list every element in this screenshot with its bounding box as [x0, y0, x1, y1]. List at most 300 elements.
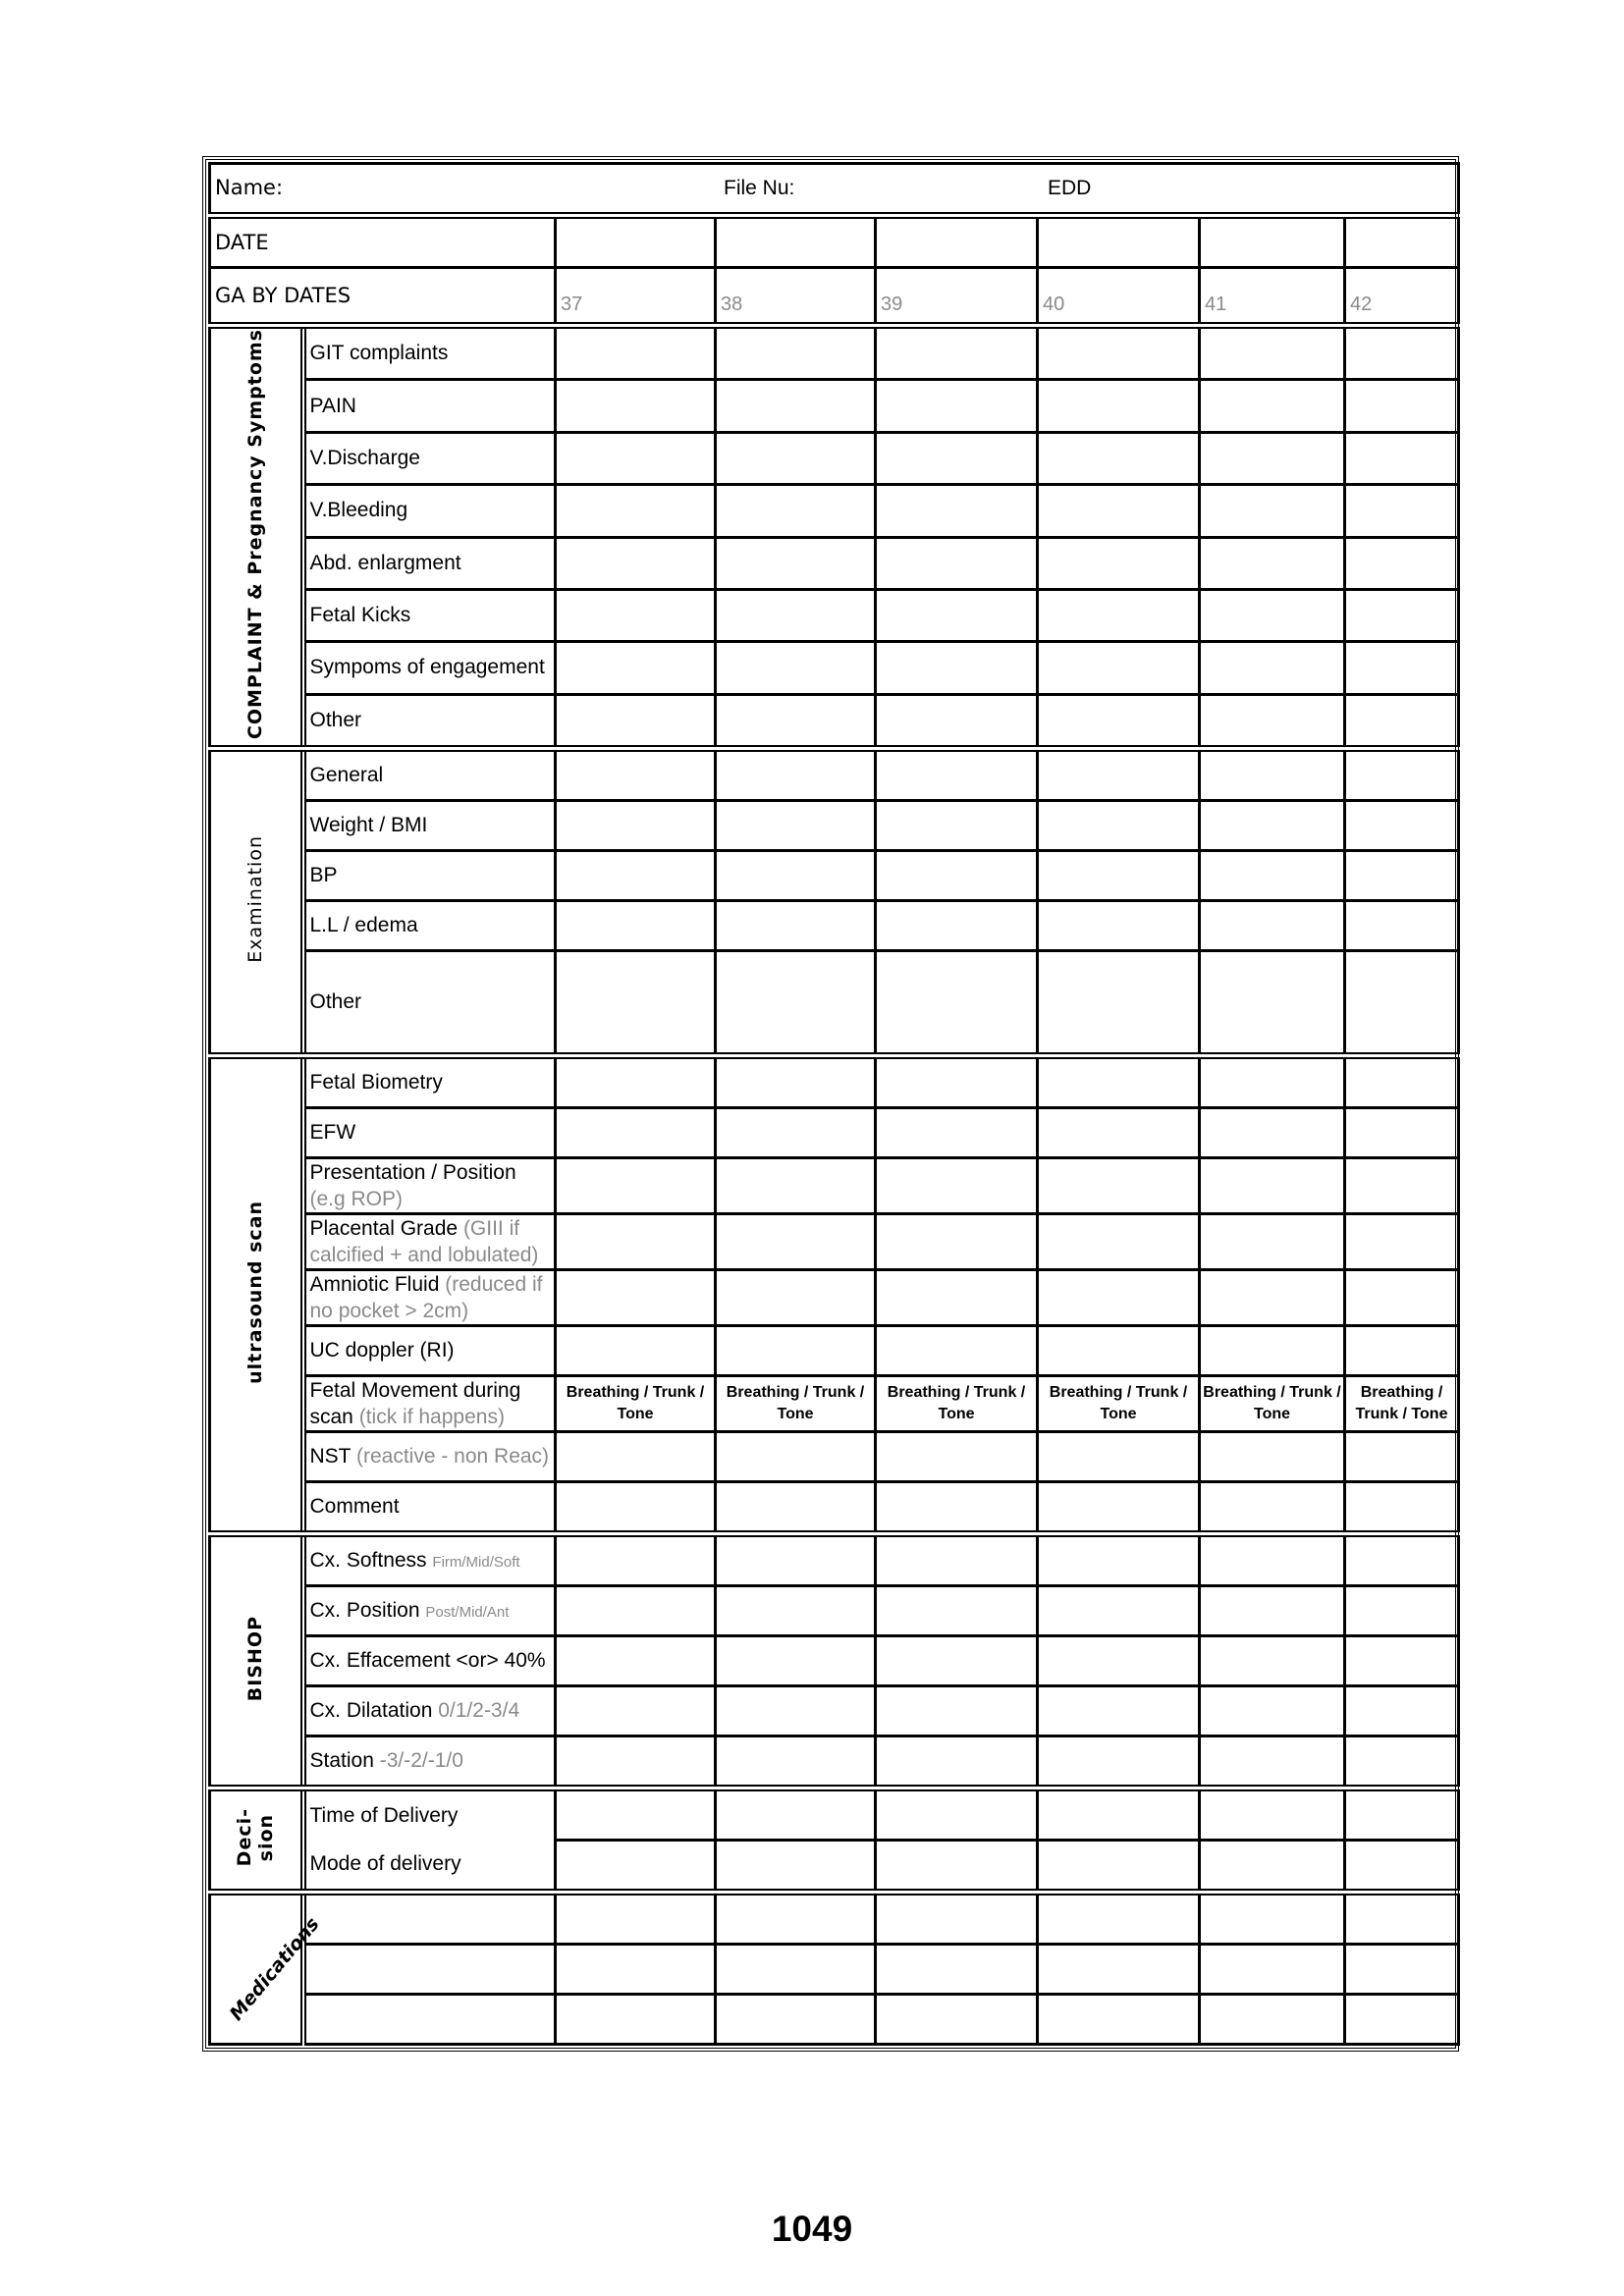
date-cell[interactable] [1200, 216, 1345, 268]
entry-cell[interactable] [876, 1841, 1038, 1893]
entry-cell[interactable] [1345, 1736, 1459, 1789]
row-label [303, 1995, 556, 2045]
row-label [303, 1789, 556, 1841]
entry-cell[interactable] [1200, 537, 1345, 589]
row-label [303, 1376, 556, 1432]
entry-cell[interactable] [716, 901, 876, 951]
ga-label: GA BY DATES [210, 268, 556, 326]
row-label-text: Time of Delivery [309, 1803, 459, 1827]
row-label-text: EFW [309, 1121, 356, 1145]
row-label-text: Cx. Dilatation [309, 1699, 433, 1723]
entry-cell[interactable] [556, 1586, 716, 1636]
row-hint: (e.g ROP) [309, 1188, 404, 1211]
entry-cell[interactable] [1038, 642, 1200, 694]
entry-cell[interactable] [1200, 1270, 1345, 1326]
row-label [303, 694, 556, 749]
entry-cell[interactable] [556, 801, 716, 851]
entry-cell[interactable] [1200, 801, 1345, 851]
entry-cell[interactable] [716, 1108, 876, 1158]
row-label [303, 1586, 556, 1636]
entry-cell[interactable] [1038, 1108, 1200, 1158]
entry-cell[interactable] [556, 1841, 716, 1893]
form-row [210, 1945, 1459, 1995]
entry-cell[interactable] [1038, 1534, 1200, 1586]
entry-cell[interactable] [1038, 801, 1200, 851]
row-label-text: UC doppler (RI) [309, 1339, 455, 1362]
row-label [303, 1686, 556, 1736]
entry-cell[interactable] [1038, 1789, 1200, 1841]
form-row [210, 801, 1459, 851]
form-row [210, 749, 1459, 801]
row-label-text: PAIN [309, 394, 356, 417]
entry-cell[interactable] [556, 1432, 716, 1482]
row-label [303, 1893, 556, 1945]
entry-cell[interactable] [876, 1270, 1038, 1326]
entry-cell[interactable] [1200, 951, 1345, 1056]
entry-cell[interactable] [1200, 1432, 1345, 1482]
entry-cell[interactable] [1200, 642, 1345, 694]
entry-cell[interactable] [876, 1636, 1038, 1686]
row-label [303, 432, 556, 484]
entry-cell[interactable] [876, 537, 1038, 589]
entry-cell[interactable] [716, 1736, 876, 1789]
entry-cell[interactable] [556, 1636, 716, 1686]
entry-cell[interactable] [556, 1056, 716, 1108]
entry-cell[interactable] [716, 432, 876, 484]
row-label-text: General [309, 764, 384, 787]
entry-cell[interactable] [556, 1789, 716, 1841]
entry-cell[interactable] [876, 851, 1038, 901]
row-label [303, 1108, 556, 1158]
row-label-text: Cx. Softness [309, 1549, 427, 1573]
entry-cell[interactable] [556, 1482, 716, 1534]
entry-cell[interactable] [1038, 485, 1200, 537]
row-label-text: V.Discharge [309, 446, 420, 469]
form-row [210, 1376, 1459, 1432]
entry-cell[interactable] [1200, 901, 1345, 951]
entry-cell[interactable] [1345, 432, 1459, 484]
row-label-text: GIT complaints [309, 342, 449, 365]
entry-cell[interactable] [556, 1534, 716, 1586]
row-label-text: Abd. enlargment [309, 551, 461, 574]
row-label-text: Fetal Kicks [309, 604, 411, 627]
entry-cell[interactable] [1038, 1841, 1200, 1893]
entry-cell[interactable] [556, 485, 716, 537]
entry-cell[interactable] [556, 1686, 716, 1736]
entry-cell[interactable] [716, 1432, 876, 1482]
entry-cell[interactable] [1345, 1789, 1459, 1841]
entry-cell[interactable] [716, 1945, 876, 1995]
entry-cell[interactable] [1345, 1158, 1459, 1214]
entry-cell[interactable] [716, 642, 876, 694]
entry-cell[interactable] [1038, 537, 1200, 589]
form-row [210, 485, 1459, 537]
row-label [303, 642, 556, 694]
entry-cell[interactable] [876, 1686, 1038, 1736]
entry-cell[interactable] [1345, 1995, 1459, 2045]
entry-cell[interactable] [1345, 749, 1459, 801]
entry-cell[interactable] [716, 801, 876, 851]
entry-cell[interactable] [556, 694, 716, 749]
edd-label: EDD [1048, 177, 1092, 199]
entry-cell[interactable] [1038, 1158, 1200, 1214]
entry-cell[interactable] [1200, 589, 1345, 641]
row-label-text: Fetal Biometry [309, 1071, 443, 1095]
entry-cell[interactable] [876, 1534, 1038, 1586]
date-cell[interactable] [556, 216, 716, 268]
entry-cell[interactable] [1345, 642, 1459, 694]
entry-cell[interactable] [716, 1636, 876, 1686]
entry-cell[interactable] [716, 1789, 876, 1841]
entry-cell[interactable] [556, 1736, 716, 1789]
entry-cell[interactable] [716, 1158, 876, 1214]
entry-cell[interactable] [1200, 1736, 1345, 1789]
ga-week-cell[interactable]: 41 [1200, 268, 1345, 326]
entry-cell[interactable] [716, 326, 876, 380]
row-hint: (GIII if calcified + and lobulated) [309, 1217, 539, 1267]
entry-cell[interactable] [716, 380, 876, 432]
entry-cell[interactable]: Breathing / Trunk / Tone [876, 1376, 1038, 1432]
entry-cell[interactable] [876, 951, 1038, 1056]
entry-cell[interactable] [1200, 1214, 1345, 1270]
row-hint: Firm/Mid/Soft [432, 1554, 520, 1572]
entry-cell[interactable] [1200, 485, 1345, 537]
entry-cell[interactable] [1345, 1841, 1459, 1893]
entry-cell[interactable] [876, 1995, 1038, 2045]
entry-cell[interactable] [716, 851, 876, 901]
row-label-text: Sympoms of engagement [309, 656, 545, 679]
row-label-text: Weight / BMI [309, 814, 428, 837]
row-label-text: Station [309, 1749, 374, 1773]
entry-cell[interactable] [1200, 1789, 1345, 1841]
entry-cell[interactable] [1038, 1736, 1200, 1789]
entry-cell[interactable] [716, 1893, 876, 1945]
name-label: Name: [215, 176, 284, 199]
entry-cell[interactable] [556, 642, 716, 694]
entry-cell[interactable] [1345, 1432, 1459, 1482]
section-label-examination [210, 749, 303, 1056]
entry-cell[interactable] [876, 1158, 1038, 1214]
row-hint: (tick if happens) [358, 1406, 505, 1429]
row-label [303, 801, 556, 851]
entry-cell[interactable] [876, 694, 1038, 749]
entry-cell[interactable] [716, 1686, 876, 1736]
entry-cell[interactable] [716, 1056, 876, 1108]
entry-cell[interactable] [876, 1326, 1038, 1376]
entry-cell[interactable] [716, 1841, 876, 1893]
entry-cell[interactable] [1200, 1995, 1345, 2045]
form-row [210, 1686, 1459, 1736]
entry-cell[interactable] [1038, 951, 1200, 1056]
entry-cell[interactable] [1038, 1432, 1200, 1482]
entry-cell[interactable] [1345, 1893, 1459, 1945]
entry-cell[interactable] [716, 1995, 876, 2045]
page-number: 1049 [771, 2209, 853, 2249]
entry-cell[interactable] [1038, 1056, 1200, 1108]
date-cell[interactable] [1038, 216, 1200, 268]
patient-info-row [210, 164, 1459, 216]
entry-cell[interactable] [1345, 1326, 1459, 1376]
entry-cell[interactable] [1200, 1056, 1345, 1108]
entry-cell[interactable] [1038, 1482, 1200, 1534]
row-label-text: Cx. Position [309, 1599, 420, 1623]
row-label-text: Placental Grade [309, 1217, 459, 1241]
entry-cell[interactable] [556, 1326, 716, 1376]
row-label [303, 1158, 556, 1214]
form-row [210, 901, 1459, 951]
form-row [210, 1270, 1459, 1326]
entry-cell[interactable] [1200, 1482, 1345, 1534]
date-cell[interactable] [876, 216, 1038, 268]
entry-cell[interactable] [1200, 1893, 1345, 1945]
entry-cell[interactable] [1038, 1586, 1200, 1636]
entry-cell[interactable] [1200, 1841, 1345, 1893]
entry-cell[interactable] [1038, 1326, 1200, 1376]
form-table [208, 162, 1460, 2046]
entry-cell[interactable] [556, 951, 716, 1056]
form-row [210, 1586, 1459, 1636]
entry-cell[interactable] [1038, 1270, 1200, 1326]
entry-cell[interactable] [876, 1945, 1038, 1995]
entry-cell[interactable] [556, 1214, 716, 1270]
row-label-text: Amniotic Fluid [309, 1273, 440, 1297]
form-row [210, 589, 1459, 641]
row-label [303, 1214, 556, 1270]
entry-cell[interactable] [1345, 589, 1459, 641]
entry-cell[interactable] [1200, 1108, 1345, 1158]
entry-cell[interactable] [1038, 589, 1200, 641]
entry-cell[interactable] [556, 1995, 716, 2045]
form-row [210, 326, 1459, 380]
entry-cell[interactable] [1200, 749, 1345, 801]
form-row [210, 1636, 1459, 1686]
entry-cell[interactable] [1038, 1995, 1200, 2045]
row-hint: (reactive - non Reac) [355, 1445, 550, 1468]
row-label-text: Fetal Movement during scan [309, 1379, 521, 1429]
entry-cell[interactable] [716, 1214, 876, 1270]
entry-cell[interactable] [1200, 380, 1345, 432]
entry-cell[interactable] [1038, 749, 1200, 801]
section-title: Deci- sion [234, 1807, 278, 1867]
ga-week-cell[interactable]: 42 [1345, 268, 1459, 326]
row-label-text: Other [309, 708, 362, 731]
entry-cell[interactable] [556, 851, 716, 901]
entry-cell[interactable] [1200, 1158, 1345, 1214]
entry-cell[interactable] [1345, 951, 1459, 1056]
entry-cell[interactable] [1345, 485, 1459, 537]
row-hint: (reduced if no pocket > 2cm) [309, 1273, 543, 1323]
section-title: Medications [225, 1913, 324, 2025]
entry-cell[interactable] [1200, 432, 1345, 484]
entry-cell[interactable] [556, 1893, 716, 1945]
entry-cell[interactable] [1345, 694, 1459, 749]
entry-cell[interactable] [1345, 1482, 1459, 1534]
row-label [303, 537, 556, 589]
row-label [303, 380, 556, 432]
antenatal-followup-form [202, 156, 1459, 2052]
ga-row [210, 268, 1459, 326]
entry-cell[interactable] [716, 1326, 876, 1376]
entry-cell[interactable] [556, 1945, 716, 1995]
entry-cell[interactable] [1200, 1636, 1345, 1686]
entry-cell[interactable] [1345, 1636, 1459, 1686]
entry-cell[interactable] [716, 694, 876, 749]
ga-week-cell[interactable]: 37 [556, 268, 716, 326]
entry-cell[interactable] [876, 1432, 1038, 1482]
row-label [303, 589, 556, 641]
entry-cell[interactable] [1200, 851, 1345, 901]
entry-cell[interactable] [1345, 801, 1459, 851]
form-row [210, 1326, 1459, 1376]
entry-cell[interactable] [716, 537, 876, 589]
entry-cell[interactable] [1345, 1945, 1459, 1995]
entry-cell[interactable] [1345, 326, 1459, 380]
form-row [210, 1841, 1459, 1893]
entry-cell[interactable]: Breathing / Trunk / Tone [1038, 1376, 1200, 1432]
entry-cell[interactable] [1038, 1893, 1200, 1945]
form-row [210, 380, 1459, 432]
section-label-deci-sion [210, 1789, 303, 1893]
date-cell[interactable] [716, 216, 876, 268]
row-label [303, 485, 556, 537]
row-label-text: NST [309, 1445, 352, 1468]
entry-cell[interactable]: Breathing / Trunk / Tone [1200, 1376, 1345, 1432]
row-label-text: Other [309, 990, 362, 1014]
date-cell[interactable] [1345, 216, 1459, 268]
entry-cell[interactable] [1345, 851, 1459, 901]
form-row [210, 432, 1459, 484]
entry-cell[interactable] [1038, 326, 1200, 380]
entry-cell[interactable] [716, 749, 876, 801]
entry-cell[interactable] [876, 1108, 1038, 1158]
entry-cell[interactable] [876, 1736, 1038, 1789]
row-label [303, 1270, 556, 1326]
entry-cell[interactable] [556, 589, 716, 641]
entry-cell[interactable] [1038, 851, 1200, 901]
entry-cell[interactable] [556, 1108, 716, 1158]
entry-cell[interactable] [1038, 1636, 1200, 1686]
entry-cell[interactable] [716, 589, 876, 641]
entry-cell[interactable] [1038, 694, 1200, 749]
entry-cell[interactable] [556, 901, 716, 951]
entry-cell[interactable] [716, 1534, 876, 1586]
entry-cell[interactable]: Breathing / Trunk / Tone [1345, 1376, 1459, 1432]
entry-cell[interactable] [1038, 1945, 1200, 1995]
ga-week-cell[interactable]: 38 [716, 268, 876, 326]
entry-cell[interactable] [1345, 1056, 1459, 1108]
row-label-text: Presentation / Position [309, 1161, 516, 1185]
section-title: ultrasound scan [244, 1200, 267, 1384]
entry-cell[interactable] [1345, 537, 1459, 589]
section-label-bishop [210, 1534, 303, 1789]
form-row [210, 1158, 1459, 1214]
row-label-text: V.Bleeding [309, 499, 408, 522]
entry-cell[interactable] [876, 380, 1038, 432]
entry-cell[interactable] [556, 432, 716, 484]
entry-cell[interactable] [1200, 1686, 1345, 1736]
entry-cell[interactable] [1345, 1534, 1459, 1586]
section-label-medications [210, 1893, 324, 2045]
entry-cell[interactable] [556, 326, 716, 380]
ga-week-cell[interactable]: 39 [876, 268, 1038, 326]
entry-cell[interactable] [1345, 1108, 1459, 1158]
row-label [303, 1636, 556, 1686]
entry-cell[interactable] [1038, 1214, 1200, 1270]
entry-cell[interactable] [876, 1056, 1038, 1108]
entry-cell[interactable]: Breathing / Trunk / Tone [716, 1376, 876, 1432]
entry-cell[interactable] [556, 537, 716, 589]
entry-cell[interactable] [876, 1214, 1038, 1270]
row-label-text: Cx. Effacement <or> 40% [309, 1649, 546, 1673]
row-label [303, 1482, 556, 1534]
entry-cell[interactable] [556, 380, 716, 432]
entry-cell[interactable] [876, 1482, 1038, 1534]
entry-cell[interactable] [1345, 1270, 1459, 1326]
entry-cell[interactable] [876, 589, 1038, 641]
entry-cell[interactable] [556, 1158, 716, 1214]
date-row [210, 216, 1459, 268]
entry-cell[interactable]: Breathing / Trunk / Tone [556, 1376, 716, 1432]
row-label [303, 1326, 556, 1376]
entry-cell[interactable] [1345, 1214, 1459, 1270]
entry-cell[interactable] [556, 1270, 716, 1326]
entry-cell[interactable] [1345, 901, 1459, 951]
row-label [303, 1841, 556, 1893]
entry-cell[interactable] [1038, 380, 1200, 432]
form-row [210, 1893, 1459, 1945]
entry-cell[interactable] [716, 1270, 876, 1326]
entry-cell[interactable] [1200, 1534, 1345, 1586]
entry-cell[interactable] [876, 1893, 1038, 1945]
entry-cell[interactable] [1345, 1586, 1459, 1636]
entry-cell[interactable] [876, 485, 1038, 537]
patient-info-cell[interactable] [210, 164, 1459, 216]
entry-cell[interactable] [556, 749, 716, 801]
row-label [303, 1534, 556, 1586]
ga-week-cell[interactable]: 40 [1038, 268, 1200, 326]
entry-cell[interactable] [1200, 326, 1345, 380]
row-label-text: BP [309, 864, 338, 887]
entry-cell[interactable] [1200, 1326, 1345, 1376]
entry-cell[interactable] [876, 749, 1038, 801]
row-label [303, 901, 556, 951]
entry-cell[interactable] [876, 432, 1038, 484]
form-row [210, 1108, 1459, 1158]
entry-cell[interactable] [716, 1586, 876, 1636]
entry-cell[interactable] [716, 1482, 876, 1534]
entry-cell[interactable] [1038, 432, 1200, 484]
entry-cell[interactable] [1200, 1586, 1345, 1636]
entry-cell[interactable] [876, 326, 1038, 380]
entry-cell[interactable] [876, 1789, 1038, 1841]
row-label [303, 1432, 556, 1482]
entry-cell[interactable] [1038, 901, 1200, 951]
entry-cell[interactable] [1345, 380, 1459, 432]
entry-cell[interactable] [876, 901, 1038, 951]
form-row [210, 1432, 1459, 1482]
entry-cell[interactable] [1200, 694, 1345, 749]
entry-cell[interactable] [716, 485, 876, 537]
entry-cell[interactable] [716, 951, 876, 1056]
entry-cell[interactable] [1345, 1686, 1459, 1736]
entry-cell[interactable] [876, 801, 1038, 851]
entry-cell[interactable] [876, 1586, 1038, 1636]
form-row [210, 1482, 1459, 1534]
entry-cell[interactable] [876, 642, 1038, 694]
entry-cell[interactable] [1038, 1686, 1200, 1736]
form-row [210, 1214, 1459, 1270]
entry-cell[interactable] [1200, 1945, 1345, 1995]
